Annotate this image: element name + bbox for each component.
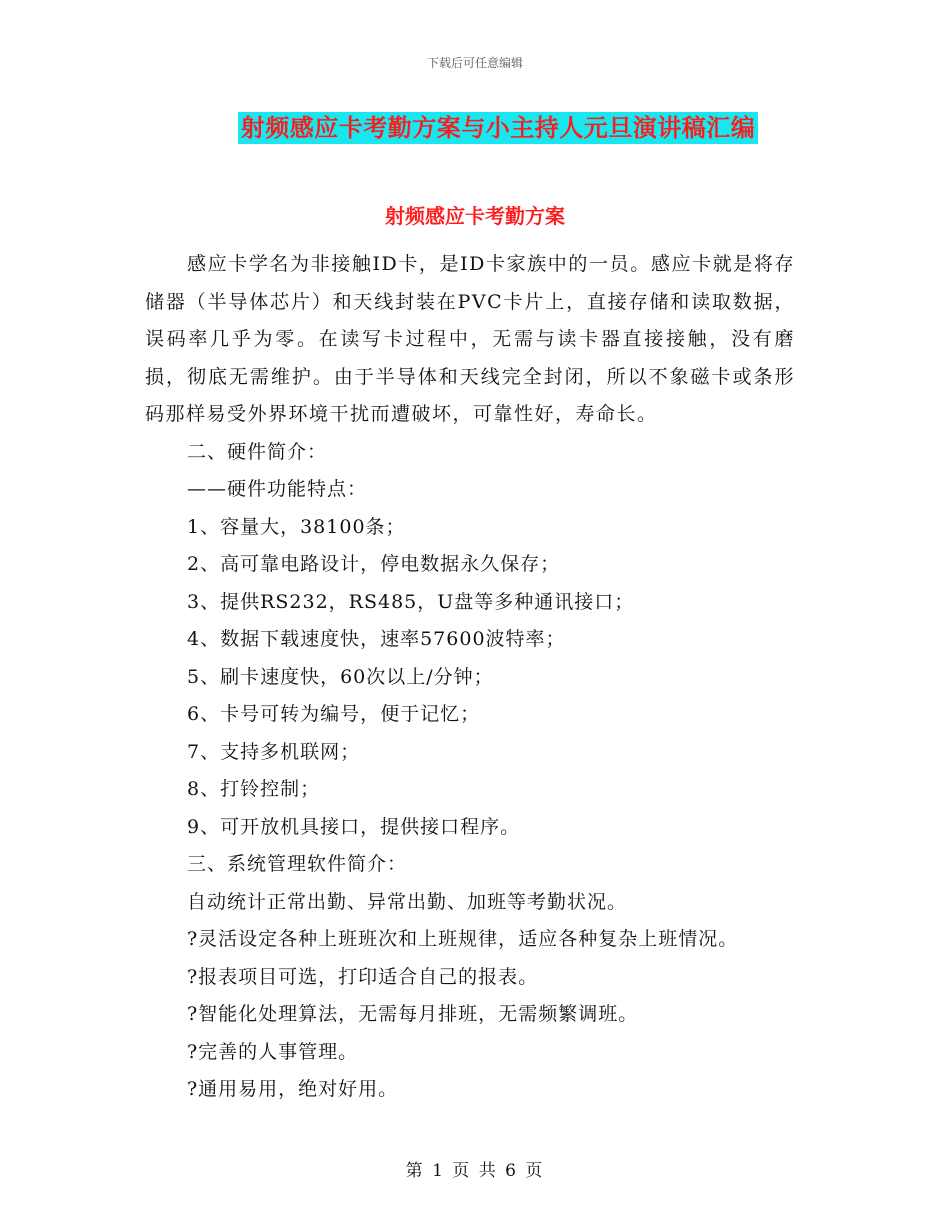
main-title: 射频感应卡考勤方案与小主持人元旦演讲稿汇编 [238, 112, 759, 144]
hardware-subheading: ——硬件功能特点： [187, 478, 368, 500]
software-line: ?报表项目可选，打印适合自己的报表。 [187, 965, 539, 988]
hardware-heading: 二、硬件简介： [187, 440, 328, 463]
page-footer: 第 1 页 共 6 页 [405, 1161, 545, 1181]
software-line: ?灵活设定各种上班班次和上班规律，适应各种复杂上班情况。 [187, 928, 739, 950]
main-title-wrap [0, 112, 950, 144]
software-line: ?智能化处理算法，无需每月排班，无需频繁调班。 [187, 1003, 639, 1025]
hardware-feature: 5、刷卡速度快，60次以上/分钟； [187, 665, 494, 688]
hardware-feature: 1、容量大，38100条； [187, 515, 406, 538]
hardware-feature: 3、提供RS232，RS485，U盘等多种通讯接口； [187, 590, 635, 613]
software-line: 自动统计正常出勤、异常出勤、加班等考勤状况。 [187, 890, 628, 913]
hardware-feature: 8、打铃控制； [187, 778, 321, 800]
document-body [145, 246, 795, 1109]
header-note: 下载后可任意编辑 [426, 56, 523, 70]
hardware-feature: 4、数据下载速度快，速率57600波特率； [187, 628, 566, 650]
software-heading: 三、系统管理软件简介： [187, 853, 408, 875]
software-line: ?完善的人事管理。 [187, 1040, 359, 1063]
hardware-feature: 2、高可靠电路设计，停电数据永久保存； [187, 553, 561, 575]
hardware-feature: 6、卡号可转为编号，便于记忆； [187, 703, 481, 725]
intro-paragraph: 感应卡学名为非接触ID卡，是ID卡家族中的一员。感应卡就是将存储器（半导体芯片）和天线封装在PVC卡片上，直接存储和读取数据，误码率几乎为零。在读写卡过程中，无需与读卡器直接接触，没有磨损，彻底无需维护。由于半导体和天线完全封闭，所以不象磁卡或条形码那样易受外界环境干扰而遭破坏，可靠性好，寿命长。 [145, 253, 795, 425]
section-title: 射频感应卡考勤方案 [385, 204, 565, 228]
software-line: ?通用易用，绝对好用。 [187, 1078, 399, 1100]
hardware-feature: 9、可开放机具接口，提供接口程序。 [187, 815, 521, 838]
hardware-feature: 7、支持多机联网； [187, 740, 361, 763]
